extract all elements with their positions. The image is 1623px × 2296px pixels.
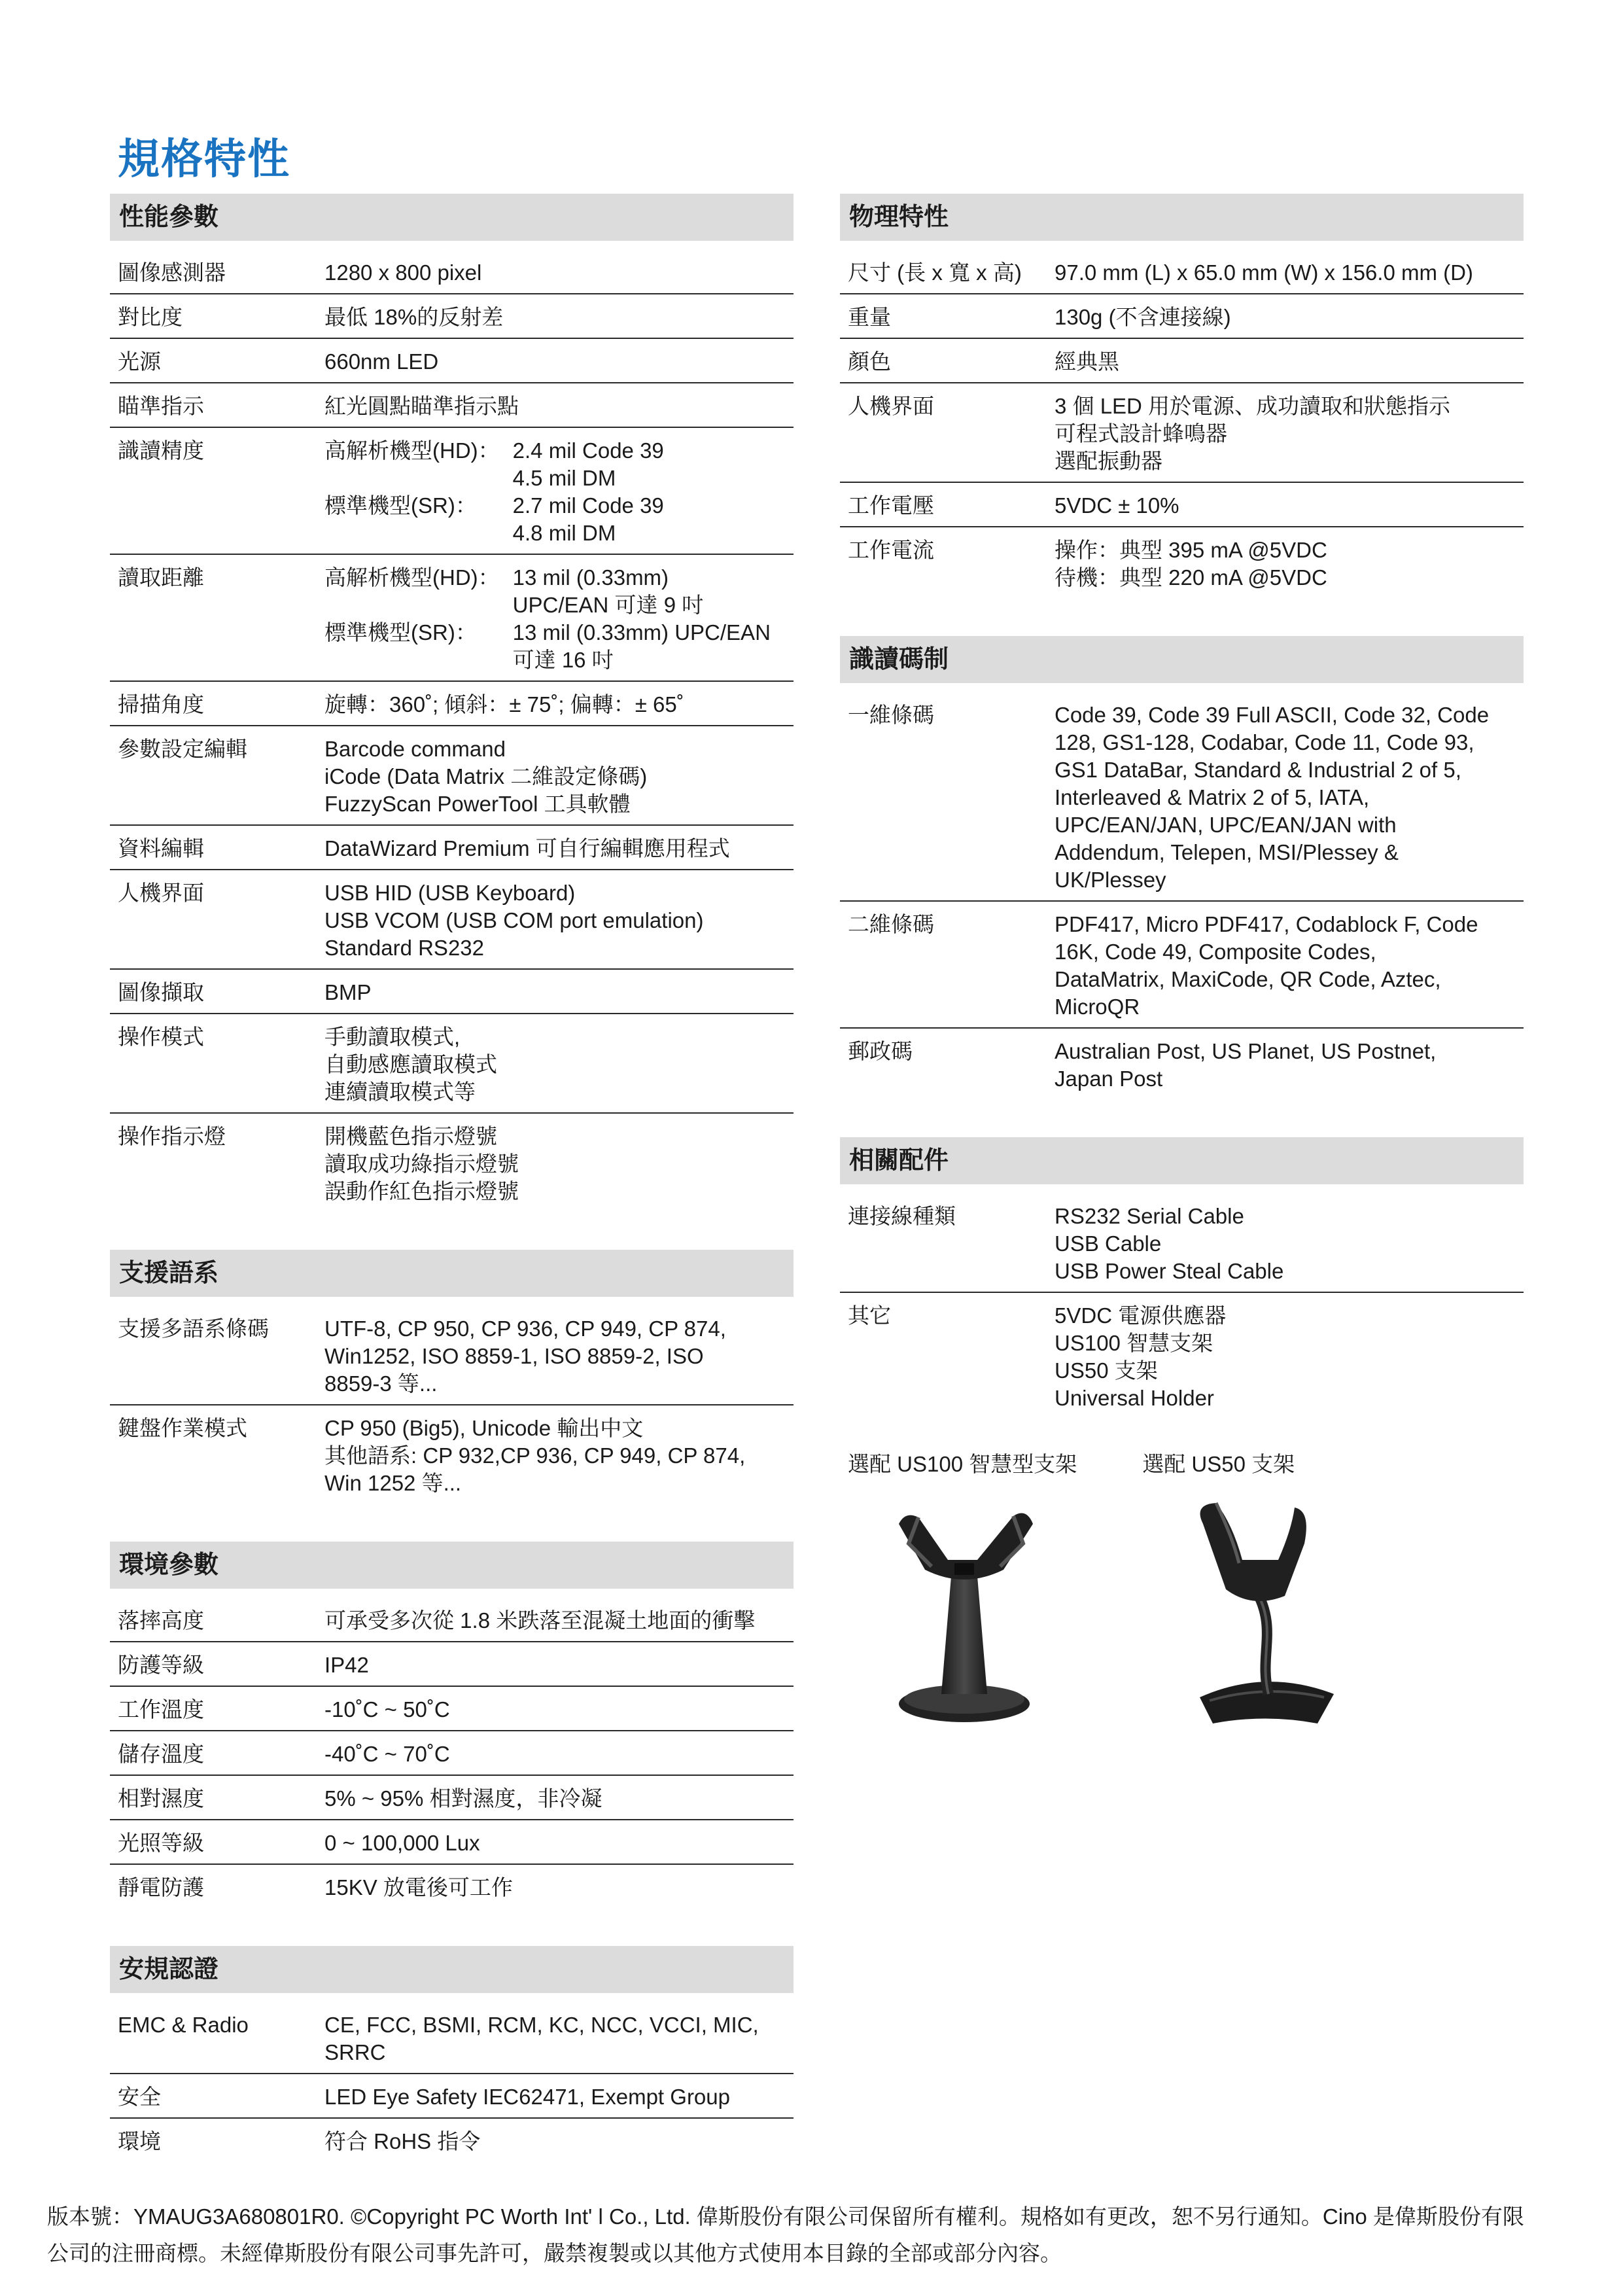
spec-value: CE, FCC, BSMI, RCM, KC, NCC, VCCI, MIC, SRRC (324, 2013, 759, 2064)
spec-label: 人機界面 (848, 394, 934, 418)
spec-row (110, 1776, 794, 1820)
spec-value: 符合 RoHS 指令 (324, 2129, 481, 2153)
spec-value: 操作：典型 395 mA @5VDC 待機：典型 220 mA @5VDC (1055, 538, 1327, 590)
us50-holder-image (1180, 1498, 1350, 1727)
spec-row (840, 250, 1524, 294)
spec-value: BMP (324, 980, 372, 1004)
spec-value: CP 950 (Big5), Unicode 輸出中文 其他語系: CP 932,CP 936, CP 949, CP 874, Win 1252 等... (324, 1416, 746, 1495)
spec-label: 掃描角度 (118, 692, 204, 716)
spec-row (840, 483, 1524, 527)
left-column (110, 194, 794, 2162)
spec-value: USB HID (USB Keyboard) USB VCOM (USB COM port emulation) Standard RS232 (324, 881, 704, 960)
model-label: 標準機型(SR)： (324, 620, 477, 645)
spec-label: 相對濕度 (118, 1786, 204, 1810)
spec-table (840, 250, 1524, 598)
spec-label: 其它 (848, 1303, 891, 1328)
spec-value: 3 個 LED 用於電源、成功讀取和狀態指示 可程式設計蜂鳴器 選配振動器 (1055, 394, 1451, 473)
spec-row (110, 383, 794, 428)
model-label: 標準機型(SR)： (324, 493, 477, 518)
spec-value: 可承受多次從 1.8 米跌落至混凝土地面的衝擊 (324, 1608, 756, 1633)
spec-label: 操作指示燈 (118, 1124, 226, 1148)
physical-section (840, 194, 1524, 598)
spec-label: 落摔高度 (118, 1608, 204, 1633)
spec-label: 重量 (848, 305, 891, 329)
model-value: 2.4 mil Code 39 4.5 mil DM (512, 438, 664, 490)
spec-row (110, 428, 794, 555)
model-value: 13 mil (0.33mm) UPC/EAN 可達 9 吋 (512, 565, 704, 617)
spec-row (110, 1014, 794, 1114)
spec-value: RS232 Serial Cable USB Cable USB Power Steal Cable (1055, 1204, 1284, 1283)
spec-value: 開機藍色指示燈號 讀取成功綠指示燈號 誤動作紅色指示燈號 (324, 1124, 519, 1203)
footer-line: 公司的注冊商標。未經偉斯股份有限公司事先許可，嚴禁複製或以其他方式使用本目錄的全部或部分內容。 (47, 2241, 1062, 2265)
environment-section (110, 1542, 794, 1908)
us50-caption: 選配 US50 支架 (1142, 1452, 1295, 1476)
spec-label: 尺寸 (長 x 寬 x 高) (848, 260, 1022, 285)
spec-row (110, 682, 794, 726)
us100-holder-image (879, 1498, 1049, 1727)
model-label: 高解析機型(HD)： (324, 438, 500, 463)
symbology-section (840, 636, 1524, 1099)
spec-row (110, 1306, 794, 1405)
spec-row (840, 692, 1524, 902)
spec-row (840, 527, 1524, 598)
spec-value: PDF417, Micro PDF417, Codablock F, Code 16K, Code 49, Composite Codes, DataMatrix, MaxiCode, QR Code, Aztec, MicroQR (1055, 912, 1478, 1019)
spec-value: -10˚C ~ 50˚C (324, 1697, 450, 1722)
spec-value: 660nm LED (324, 349, 439, 374)
spec-label: 圖像感測器 (118, 260, 226, 285)
spec-value: -40˚C ~ 70˚C (324, 1742, 450, 1766)
spec-value: Code 39, Code 39 Full ASCII, Code 32, Code 128, GS1-128, Codabar, Code 11, Code 93, GS1 DataBar, Standard & Industrial 2 of 5, Interleaved & Matrix 2 of 5, IATA, UPC/EAN/JAN, UPC/EAN/JAN with Addendum, Telepen, MSI/Plessey & UK/Plessey (1055, 703, 1490, 892)
holder-images (840, 1498, 1524, 1733)
certification-section (110, 1946, 794, 2162)
spec-row (840, 902, 1524, 1029)
spec-value: 經典黑 (1055, 349, 1119, 374)
spec-value: 0 ~ 100,000 Lux (324, 1831, 480, 1855)
spec-value: 5% ~ 95% 相對濕度，非冷凝 (324, 1786, 602, 1810)
spec-label: 光照等級 (118, 1831, 204, 1855)
spec-row (110, 1114, 794, 1212)
spec-row (840, 383, 1524, 483)
footer-line: 版本號：YMAUG3A680801R0. ©Copyright PC Worth Int' l Co., Ltd. 偉斯股份有限公司保留所有權利。規格如有更改，恕不另行通知。Cino 是偉斯股份有限 (47, 2204, 1524, 2229)
section-heading: 識讀碼制 (840, 636, 1524, 683)
spec-label: 光源 (118, 349, 161, 374)
spec-value: 97.0 mm (L) x 65.0 mm (W) x 156.0 mm (D) (1055, 260, 1473, 285)
page-title: 規格特性 (118, 135, 290, 183)
spec-label: 參數設定編輯 (118, 737, 247, 761)
spec-value: 5VDC ± 10% (1055, 493, 1179, 518)
spec-row (840, 294, 1524, 339)
spec-row (840, 1029, 1524, 1099)
spec-label: 工作溫度 (118, 1697, 204, 1722)
right-column (840, 194, 1524, 1733)
spec-label: 一維條碼 (848, 703, 934, 727)
spec-label: 工作電流 (848, 538, 934, 562)
spec-row (110, 826, 794, 870)
spec-table (110, 1598, 794, 1908)
footer-notice (47, 2199, 1578, 2272)
spec-value: LED Eye Safety IEC62471, Exempt Group (324, 2085, 730, 2109)
section-heading: 安規認證 (110, 1946, 794, 1993)
spec-label: 郵政碼 (848, 1039, 913, 1063)
spec-row (840, 1293, 1524, 1419)
spec-row (110, 1642, 794, 1687)
spec-label: 對比度 (118, 305, 183, 329)
performance-section (110, 194, 794, 1212)
us100-caption: 選配 US100 智慧型支架 (848, 1452, 1077, 1476)
spec-label: 顏色 (848, 349, 891, 374)
spec-row (110, 870, 794, 970)
spec-table (110, 1306, 794, 1504)
spec-value: 1280 x 800 pixel (324, 260, 482, 285)
spec-value: IP42 (324, 1653, 369, 1677)
spec-value: Barcode command iCode (Data Matrix 二維設定條碼) FuzzyScan PowerTool 工具軟體 (324, 737, 648, 816)
spec-value: 紅光圓點瞄準指示點 (324, 394, 519, 418)
spec-row (110, 970, 794, 1014)
spec-label: EMC & Radio (118, 2013, 249, 2037)
spec-table (110, 250, 794, 1212)
holder-captions (840, 1447, 1524, 1478)
spec-value: 130g (不含連接線) (1055, 305, 1231, 329)
spec-label: 人機界面 (118, 881, 204, 905)
spec-label: 儲存溫度 (118, 1742, 204, 1766)
spec-table (840, 1193, 1524, 1419)
spec-label: 鍵盤作業模式 (118, 1416, 247, 1440)
spec-row (110, 1731, 794, 1776)
model-value: 2.7 mil Code 39 4.8 mil DM (512, 493, 664, 545)
spec-row (840, 339, 1524, 383)
section-heading: 性能參數 (110, 194, 794, 241)
spec-row (110, 1820, 794, 1865)
spec-row (110, 1687, 794, 1731)
spec-label: 靜電防護 (118, 1875, 204, 1899)
spec-value: UTF-8, CP 950, CP 936, CP 949, CP 874, Win1252, ISO 8859-1, ISO 8859-2, ISO 8859-3 等... (324, 1316, 726, 1396)
section-heading: 物理特性 (840, 194, 1524, 241)
spec-label: 環境 (118, 2129, 161, 2153)
spec-row (110, 555, 794, 682)
spec-value: 最低 18%的反射差 (324, 305, 504, 329)
spec-label: 防護等級 (118, 1653, 204, 1677)
spec-value: Australian Post, US Planet, US Postnet, Japan Post (1055, 1039, 1437, 1091)
spec-row (110, 1865, 794, 1908)
language-section (110, 1250, 794, 1504)
spec-value: 旋轉：360˚; 傾斜：± 75˚; 偏轉：± 65˚ (324, 692, 684, 716)
spec-value (324, 564, 794, 674)
spec-label: 瞄準指示 (118, 394, 204, 418)
spec-label: 連接線種類 (848, 1204, 956, 1228)
model-value: 13 mil (0.33mm) UPC/EAN 可達 16 吋 (512, 620, 771, 672)
spec-label: 操作模式 (118, 1025, 204, 1049)
section-heading: 支援語系 (110, 1250, 794, 1297)
spec-row (110, 2002, 794, 2074)
section-heading: 環境參數 (110, 1542, 794, 1589)
accessories-section (840, 1137, 1524, 1419)
spec-value: 15KV 放電後可工作 (324, 1875, 513, 1899)
spec-label: 讀取距離 (118, 565, 204, 590)
spec-label: 圖像擷取 (118, 980, 204, 1004)
spec-row (110, 339, 794, 383)
spec-value (324, 437, 794, 547)
spec-label: 支援多語系條碼 (118, 1316, 269, 1341)
spec-row (110, 726, 794, 826)
spec-label: 資料編輯 (118, 836, 204, 860)
spec-row (110, 1598, 794, 1642)
spec-row (110, 2074, 794, 2119)
spec-row (840, 1193, 1524, 1293)
model-label: 高解析機型(HD)： (324, 565, 500, 590)
spec-value: 手動讀取模式, 自動感應讀取模式 連續讀取模式等 (324, 1025, 497, 1104)
spec-label: 識讀精度 (118, 438, 204, 463)
spec-row (110, 1405, 794, 1504)
spec-value: 5VDC 電源供應器 US100 智慧支架 US50 支架 Universal Holder (1055, 1303, 1227, 1410)
spec-row (110, 294, 794, 339)
spec-label: 工作電壓 (848, 493, 934, 518)
spec-label: 二維條碼 (848, 912, 934, 936)
spec-row (110, 250, 794, 294)
spec-row (110, 2119, 794, 2162)
spec-table (110, 2002, 794, 2162)
spec-label: 安全 (118, 2085, 161, 2109)
spec-value: DataWizard Premium 可自行編輯應用程式 (324, 836, 730, 860)
spec-table (840, 692, 1524, 1099)
section-heading: 相關配件 (840, 1137, 1524, 1184)
